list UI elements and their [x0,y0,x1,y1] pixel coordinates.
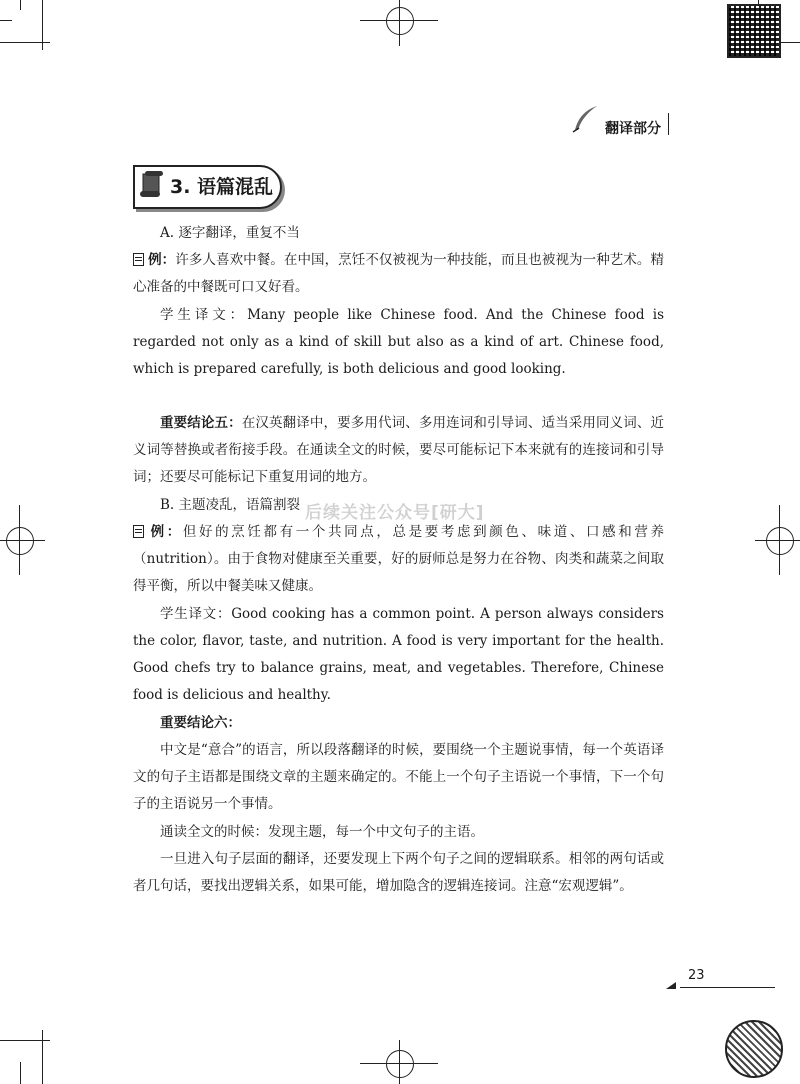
header-divider [668,113,669,135]
qr-code-bottom [725,1020,783,1078]
crop-mark [399,1040,400,1084]
section-label: 翻译部分 [605,121,661,137]
crop-mark [0,42,50,43]
crop-mark [0,20,12,21]
registration-mark [386,1050,414,1078]
paragraph-2: 通读全文的时候：发现主题，每一个中文句子的主语。 [160,824,484,840]
paragraph-3: 一旦进入句子层面的翻译，还要发现上下两个句子之间的逻辑联系。相邻的两句话或者几句话，要找出逻辑关系，如果可能，增加隐含的逻辑连接词。注意“宏观逻辑”。 [133,851,664,894]
student-translation-1: 学生译文：Many people like Chinese food. And the Chinese food is regarded not only as a kind of skill but also as a kind of art. Chinese food, which is prepared carefully, is both delicious and good looking. [133,307,664,377]
crop-mark [19,505,20,575]
example-1: 例：许多人喜欢中餐。在中国，烹饪不仅被视为一种技能，而且也被视为一种艺术。精心准备的中餐既可口又好看。 [133,252,665,295]
paragraph-1: 中文是“意合”的语言，所以段落翻译的时候，要围绕一个主题说事情，每一个英语译文的句子主语都是围绕文章的主题来确定的。不能上一个句子主语说一个事情，下一个句子的主语说另一个事情。 [133,742,664,812]
qr-code-top [727,4,781,58]
conclusion-6-heading: 重要结论六： [160,715,241,731]
student-translation-2: 学生译文：Good cooking has a common point. A person always considers the color, flavor, taste, and nutrition. A food is very important for the health. Good chefs try to balance grains, meat, and vegetables. Therefore, Chinese food is delicious and healthy. [133,606,664,703]
quill-pen-icon [570,104,600,134]
section-heading: 3. 语篇混乱 [170,176,274,198]
example-icon [133,525,144,538]
example-2: 例：但好的烹饪都有一个共同点，总是要考虑到颜色、味道、口感和营养（nutrition）。由于食物对健康至关重要，好的厨师总是努力在谷物、肉类和蔬菜之间取得平衡，所以中餐美味又健康。 [133,524,664,594]
sub-heading-a: A. 逐字翻译，重复不当 [160,225,300,241]
footer-triangle [666,982,676,989]
registration-mark [766,527,794,555]
footer-rule [680,987,775,988]
conclusion-5: 重要结论五：在汉英翻译中，要多用代词、多用连词和引导词、适当采用同义词、近义词等替换或者衔接手段。在通读全文的时候，要尽可能标记下本来就有的连接词和引导词；还要尽可能标记下重复用词的地方。 [133,415,664,485]
watermark: 后续关注公众号[研大] [305,503,485,523]
scroll-icon [140,171,164,199]
crop-mark [20,0,21,10]
crop-mark [20,1062,21,1084]
registration-mark [6,527,34,555]
crop-mark [399,0,400,46]
sub-heading-b: B. 主题凌乱，语篇割裂 [160,497,301,513]
crop-mark [779,505,780,575]
crop-mark [42,1030,43,1084]
crop-mark [0,1040,50,1041]
crop-mark [360,20,438,21]
crop-mark [0,540,45,541]
example-icon [133,253,144,266]
crop-mark [360,1063,438,1064]
crop-mark [755,540,800,541]
page-number: 23 [688,968,705,983]
registration-mark [386,7,414,35]
